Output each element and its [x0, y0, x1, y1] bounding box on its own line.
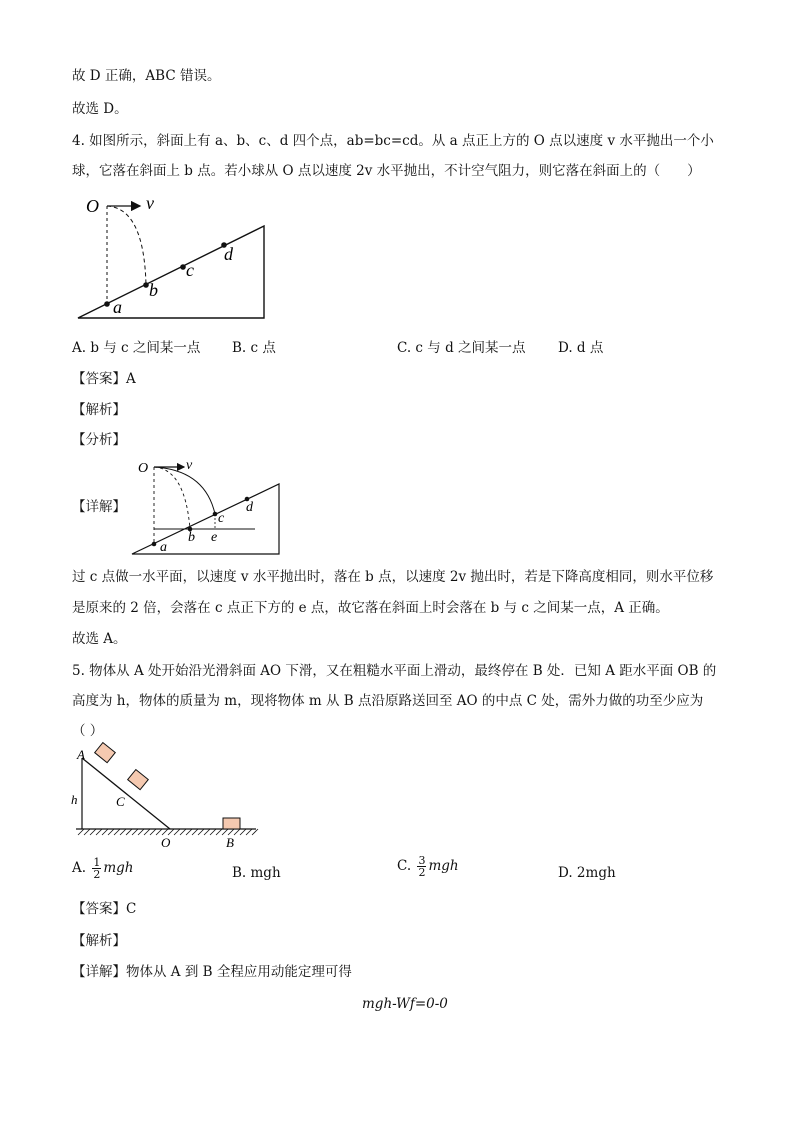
label-O: O [86, 196, 99, 216]
label-O: O [161, 835, 171, 850]
label-b: b [149, 280, 158, 300]
fraction-numerator: 3 [418, 854, 426, 867]
option-label: C. [397, 858, 412, 874]
answer-label: 【答案】A [72, 371, 136, 387]
selection-text: 故选 A。 [72, 631, 127, 647]
option-label: A. [72, 860, 87, 876]
label-B: B [226, 835, 234, 850]
label-A: A [77, 747, 85, 762]
fraction-denominator: 2 [93, 868, 101, 881]
option-b[interactable]: B. c 点 [232, 340, 276, 356]
label-c: c [218, 511, 225, 526]
text-line: 故 D 正确，ABC 错误。 [72, 68, 221, 84]
option-d[interactable]: D. d 点 [558, 340, 604, 356]
label-d: d [246, 500, 253, 515]
label-C: C [116, 794, 125, 809]
question-5-stem: （ ） [72, 723, 104, 739]
option-expression: mgh [103, 860, 134, 876]
analysis-heading: 【分析】 [72, 432, 126, 448]
detail-heading: 【详解】 [72, 499, 126, 515]
label-v: v [146, 193, 154, 213]
text-line: 故选 D。 [72, 101, 128, 117]
figure-slope-block [70, 745, 270, 855]
label-v: v [186, 458, 193, 473]
fraction-numerator: 1 [93, 856, 101, 869]
label-a: a [113, 297, 122, 317]
analysis-label: 【解析】 [72, 402, 126, 418]
analysis-label: 【解析】 [72, 933, 126, 949]
option-c[interactable]: C. c 与 d 之间某一点 [397, 340, 526, 356]
option-d[interactable]: D. 2mgh [558, 865, 616, 881]
label-a: a [160, 540, 167, 555]
figure-solution [130, 458, 290, 558]
question-5-stem: 高度为 h，物体的质量为 m，现将物体 m 从 B 点沿原路送回至 AO 的中点 C 处，需外力做的功至少应为 [72, 693, 704, 709]
option-a[interactable] [72, 857, 133, 880]
answer-label: 【答案】C [72, 901, 137, 917]
label-d: d [224, 244, 233, 264]
label-c: c [186, 260, 194, 280]
question-4-stem: 球，它落在斜面上 b 点。若小球从 O 点以速度 2v 水平抛出，不计空气阻力，则它落在斜面上的（ ） [72, 163, 701, 179]
explanation-text: 过 c 点做一水平面，以速度 v 水平抛出时，落在 b 点，以速度 2v 抛出时，若是下降高度相同，则水平位移 [72, 569, 714, 585]
question-5-stem: 5. 物体从 A 处开始沿光滑斜面 AO 下滑，又在粗糙水平面上滑动，最终停在 B 处．已知 A 距水平面 OB 的 [72, 663, 717, 679]
figure-incline-projectile [76, 192, 276, 322]
question-4-stem: 4. 如图所示，斜面上有 a、b、c、d 四个点，ab=bc=cd。从 a 点正上方的 O 点以速度 v 水平抛出一个小 [72, 133, 714, 149]
option-a[interactable]: A. b 与 c 之间某一点 [72, 340, 201, 356]
label-h: h [71, 792, 78, 807]
equation: mgh-Wf=0-0 [362, 996, 448, 1012]
fraction [92, 857, 101, 880]
option-b[interactable]: B. mgh [232, 865, 281, 881]
fraction [417, 855, 426, 878]
detail-text: 【详解】物体从 A 到 B 全程应用动能定理可得 [72, 964, 352, 980]
label-e: e [211, 530, 218, 545]
fraction-denominator: 2 [418, 866, 426, 879]
option-expression: mgh [428, 858, 459, 874]
label-b: b [188, 530, 195, 545]
option-c[interactable] [397, 855, 459, 878]
label-O: O [138, 461, 149, 476]
explanation-text: 是原来的 2 倍，会落在 c 点正下方的 e 点，故它落在斜面上时会落在 b 与 c 之间某一点，A 正确。 [72, 600, 669, 616]
